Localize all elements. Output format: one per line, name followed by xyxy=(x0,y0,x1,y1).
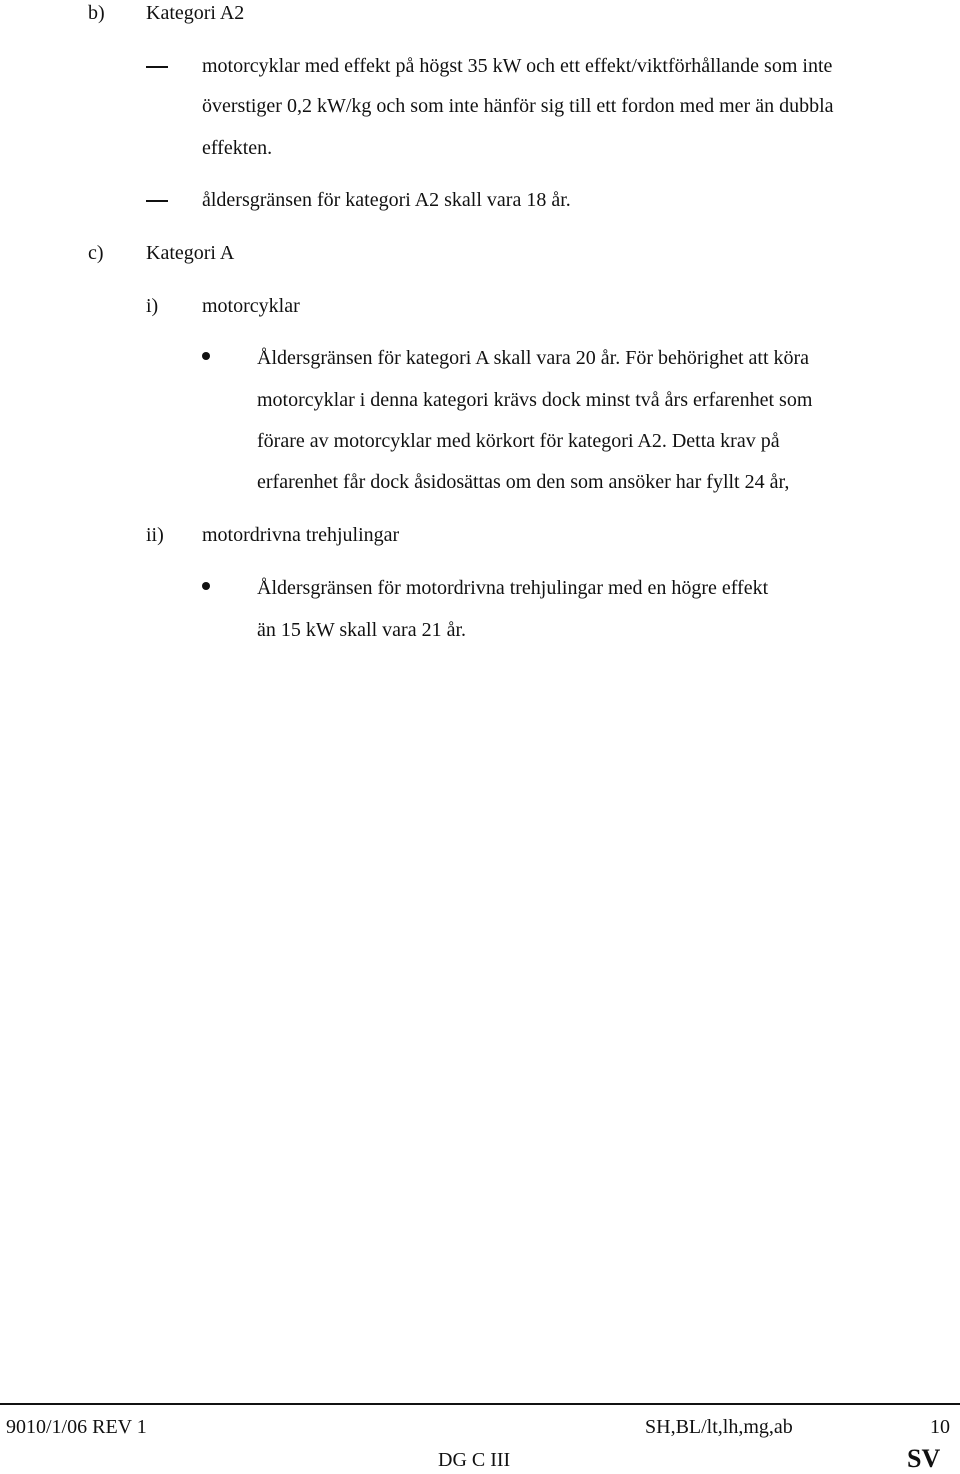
dash-item-line: överstiger 0,2 kW/kg och som inte hänför sig till ett fordon med mer än dubbla xyxy=(202,95,834,117)
footer-rule xyxy=(0,1403,960,1405)
subsection-i-label: i) xyxy=(146,295,159,317)
bullet-line: än 15 kW skall vara 21 år. xyxy=(257,619,467,641)
footer-language-code: SV xyxy=(907,1444,941,1473)
footer-department: DG C III xyxy=(438,1449,511,1471)
dash-marker xyxy=(146,66,168,68)
footer-doc-ref: 9010/1/06 REV 1 xyxy=(6,1416,147,1438)
subsection-ii-title: motordrivna trehjulingar xyxy=(202,524,400,546)
bullet-marker xyxy=(202,352,210,360)
dash-item-line: effekten. xyxy=(202,137,273,159)
bullet-line: erfarenhet får dock åsidosättas om den som ansöker har fyllt 24 år, xyxy=(257,471,790,493)
section-b-label: b) xyxy=(88,2,105,24)
dash-item-line: åldersgränsen för kategori A2 skall vara 18 år. xyxy=(202,189,571,211)
footer-initials: SH,BL/lt,lh,mg,ab xyxy=(645,1416,793,1438)
subsection-ii-label: ii) xyxy=(146,524,164,546)
section-c-title: Kategori A xyxy=(146,242,235,264)
footer-page-number: 10 xyxy=(930,1416,950,1438)
bullet-line: Åldersgränsen för motordrivna trehjulingar med en högre effekt xyxy=(257,577,769,599)
subsection-i-title: motorcyklar xyxy=(202,295,300,317)
bullet-line: förare av motorcyklar med körkort för kategori A2. Detta krav på xyxy=(257,430,780,452)
section-b-title: Kategori A2 xyxy=(146,2,245,24)
dash-marker xyxy=(146,200,168,202)
bullet-line: Åldersgränsen för kategori A skall vara 20 år. För behörighet att köra xyxy=(257,347,810,369)
bullet-line: motorcyklar i denna kategori krävs dock minst två års erfarenhet som xyxy=(257,389,813,411)
dash-item-line: motorcyklar med effekt på högst 35 kW och ett effekt/viktförhållande som inte xyxy=(202,55,833,77)
bullet-marker xyxy=(202,582,210,590)
section-c-label: c) xyxy=(88,242,104,264)
